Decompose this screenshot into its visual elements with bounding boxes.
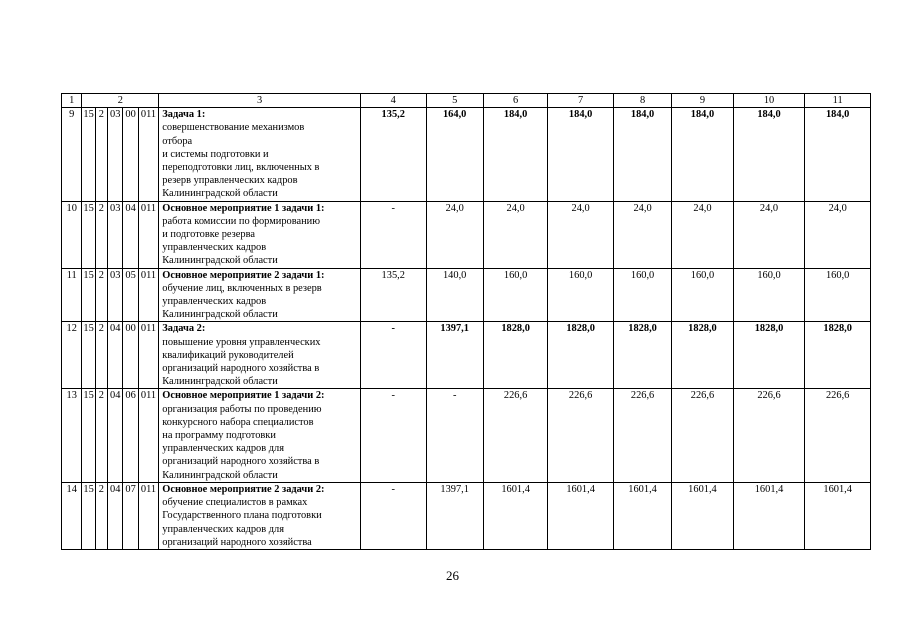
item-description-line: организаций народного хозяйства в (162, 363, 320, 375)
item-description-line: работа комиссии по формированию (162, 215, 321, 227)
budget-code-part: 011 (138, 268, 159, 322)
item-description-line: организаций народного хозяйства в (162, 456, 320, 468)
value-cell: 24,0 (483, 201, 548, 268)
item-description-line: обучение лиц, включенных в резерв (162, 282, 322, 294)
budget-code-part: 03 (108, 268, 123, 322)
item-title: Основное мероприятие 2 задачи 2: (162, 483, 325, 495)
budget-code-part: 03 (108, 108, 123, 201)
value-cell: 1601,4 (805, 482, 871, 549)
budget-code-part: 15 (82, 482, 95, 549)
value-cell: 24,0 (805, 201, 871, 268)
item-description-line: и подготовке резерва (162, 229, 255, 241)
item-title: Задача 2: (162, 323, 206, 335)
item-description-line: отбора (162, 135, 193, 147)
value-cell: 226,6 (613, 389, 671, 482)
item-description-line: на программу подготовки (162, 430, 276, 442)
row-number: 10 (62, 201, 82, 268)
budget-code-part: 011 (138, 322, 159, 389)
value-cell: 24,0 (672, 201, 733, 268)
value-cell: 24,0 (733, 201, 805, 268)
item-name-cell (159, 322, 361, 389)
value-cell: 1828,0 (483, 322, 548, 389)
budget-code-part: 2 (95, 268, 107, 322)
item-description-line: организация работы по проведению (162, 403, 322, 415)
value-cell: 184,0 (613, 108, 671, 201)
budget-code-part: 2 (95, 389, 107, 482)
budget-code-part: 00 (123, 322, 138, 389)
row-number: 13 (62, 389, 82, 482)
item-description-line: управленческих кадров (162, 242, 267, 254)
row-number: 11 (62, 268, 82, 322)
budget-code-part: 15 (82, 322, 95, 389)
item-title: Основное мероприятие 2 задачи 1: (162, 269, 325, 281)
value-cell: 226,6 (672, 389, 733, 482)
value-cell: 184,0 (483, 108, 548, 201)
value-cell: 1601,4 (483, 482, 548, 549)
value-cell: 160,0 (672, 268, 733, 322)
item-description-line: управленческих кадров (162, 296, 267, 308)
col-header-3: 3 (159, 94, 361, 108)
value-cell: 24,0 (548, 201, 614, 268)
budget-code-part: 15 (82, 108, 95, 201)
col-header-1: 1 (62, 94, 82, 108)
col-header-7: 7 (548, 94, 614, 108)
value-cell: 1397,1 (426, 322, 483, 389)
value-cell: 1828,0 (805, 322, 871, 389)
item-description-line: управленческих кадров для (162, 523, 285, 535)
value-cell: 1397,1 (426, 482, 483, 549)
item-description-line: конкурсного набора специалистов (162, 416, 314, 428)
budget-code-part: 05 (123, 268, 138, 322)
value-cell: 160,0 (733, 268, 805, 322)
budget-code-part: 04 (108, 322, 123, 389)
value-cell: 226,6 (548, 389, 614, 482)
budget-code-part: 011 (138, 108, 159, 201)
value-cell: 160,0 (483, 268, 548, 322)
value-cell: 135,2 (360, 268, 426, 322)
item-description-line: управленческих кадров для (162, 443, 285, 455)
page-number: 26 (446, 568, 459, 583)
budget-code-part: 2 (95, 322, 107, 389)
item-name-cell (159, 201, 361, 268)
budget-table (61, 93, 871, 550)
item-name-cell (159, 389, 361, 482)
value-cell: 1601,4 (548, 482, 614, 549)
col-header-11: 11 (805, 94, 871, 108)
value-cell: 164,0 (426, 108, 483, 201)
value-cell: 1828,0 (733, 322, 805, 389)
value-cell: 226,6 (733, 389, 805, 482)
item-description-line: квалификаций руководителей (162, 349, 294, 361)
col-header-6: 6 (483, 94, 548, 108)
budget-code-part: 2 (95, 201, 107, 268)
value-cell: 160,0 (548, 268, 614, 322)
table-row (62, 482, 871, 549)
budget-code-part: 07 (123, 482, 138, 549)
table-row (62, 108, 871, 201)
column-number-row (62, 94, 871, 108)
item-description-line: повышение уровня управленческих (162, 336, 321, 348)
value-cell: 1601,4 (613, 482, 671, 549)
item-name-cell (159, 268, 361, 322)
budget-code-part: 2 (95, 482, 107, 549)
value-cell: 1601,4 (672, 482, 733, 549)
col-header-5: 5 (426, 94, 483, 108)
col-header-2: 2 (82, 94, 159, 108)
item-description-line: Калининградской области (162, 376, 278, 388)
budget-code-part: 15 (82, 201, 95, 268)
value-cell: 184,0 (548, 108, 614, 201)
budget-code-part: 04 (123, 201, 138, 268)
table-row (62, 268, 871, 322)
item-description-line: переподготовки лиц, включенных в (162, 162, 320, 174)
budget-code-part: 011 (138, 389, 159, 482)
value-cell: 135,2 (360, 108, 426, 201)
budget-code-part: 00 (123, 108, 138, 201)
value-cell: 226,6 (483, 389, 548, 482)
table-row (62, 322, 871, 389)
item-description-line: Калининградской области (162, 309, 278, 321)
value-cell: 184,0 (733, 108, 805, 201)
table-row (62, 201, 871, 268)
row-number: 12 (62, 322, 82, 389)
item-description-line: и системы подготовки и (162, 148, 269, 160)
col-header-10: 10 (733, 94, 805, 108)
budget-code-part: 03 (108, 201, 123, 268)
budget-code-part: 011 (138, 482, 159, 549)
value-cell: - (360, 201, 426, 268)
item-name-cell (159, 108, 361, 201)
value-cell: 1828,0 (613, 322, 671, 389)
value-cell: - (360, 389, 426, 482)
value-cell: - (360, 482, 426, 549)
budget-code-part: 04 (108, 389, 123, 482)
budget-code-part: 15 (82, 268, 95, 322)
item-description-line: Государственного плана подготовки (162, 510, 322, 522)
budget-code-part: 06 (123, 389, 138, 482)
value-cell: 1601,4 (733, 482, 805, 549)
col-header-4: 4 (360, 94, 426, 108)
item-title: Основное мероприятие 1 задачи 1: (162, 202, 325, 214)
value-cell: - (360, 322, 426, 389)
budget-code-part: 15 (82, 389, 95, 482)
item-description-line: организаций народного хозяйства (162, 536, 312, 548)
budget-code-part: 04 (108, 482, 123, 549)
value-cell: 160,0 (613, 268, 671, 322)
item-description-line: обучение специалистов в рамках (162, 497, 308, 509)
value-cell: 24,0 (613, 201, 671, 268)
item-description-line: Калининградской области (162, 255, 278, 267)
value-cell: 1828,0 (548, 322, 614, 389)
item-description-line: резерв управленческих кадров (162, 175, 298, 187)
value-cell: 24,0 (426, 201, 483, 268)
table-body (62, 94, 871, 550)
value-cell: 1828,0 (672, 322, 733, 389)
value-cell: 226,6 (805, 389, 871, 482)
item-description-line: Калининградской области (162, 188, 278, 200)
table-row (62, 389, 871, 482)
item-description-line: совершенствование механизмов (162, 122, 305, 134)
item-title: Задача 1: (162, 109, 206, 121)
value-cell: - (426, 389, 483, 482)
col-header-9: 9 (672, 94, 733, 108)
budget-code-part: 2 (95, 108, 107, 201)
row-number: 9 (62, 108, 82, 201)
budget-code-part: 011 (138, 201, 159, 268)
row-number: 14 (62, 482, 82, 549)
value-cell: 160,0 (805, 268, 871, 322)
item-description-line: Калининградской области (162, 469, 278, 481)
col-header-8: 8 (613, 94, 671, 108)
value-cell: 140,0 (426, 268, 483, 322)
value-cell: 184,0 (805, 108, 871, 201)
value-cell: 184,0 (672, 108, 733, 201)
item-name-cell (159, 482, 361, 549)
item-title: Основное мероприятие 1 задачи 2: (162, 390, 325, 402)
